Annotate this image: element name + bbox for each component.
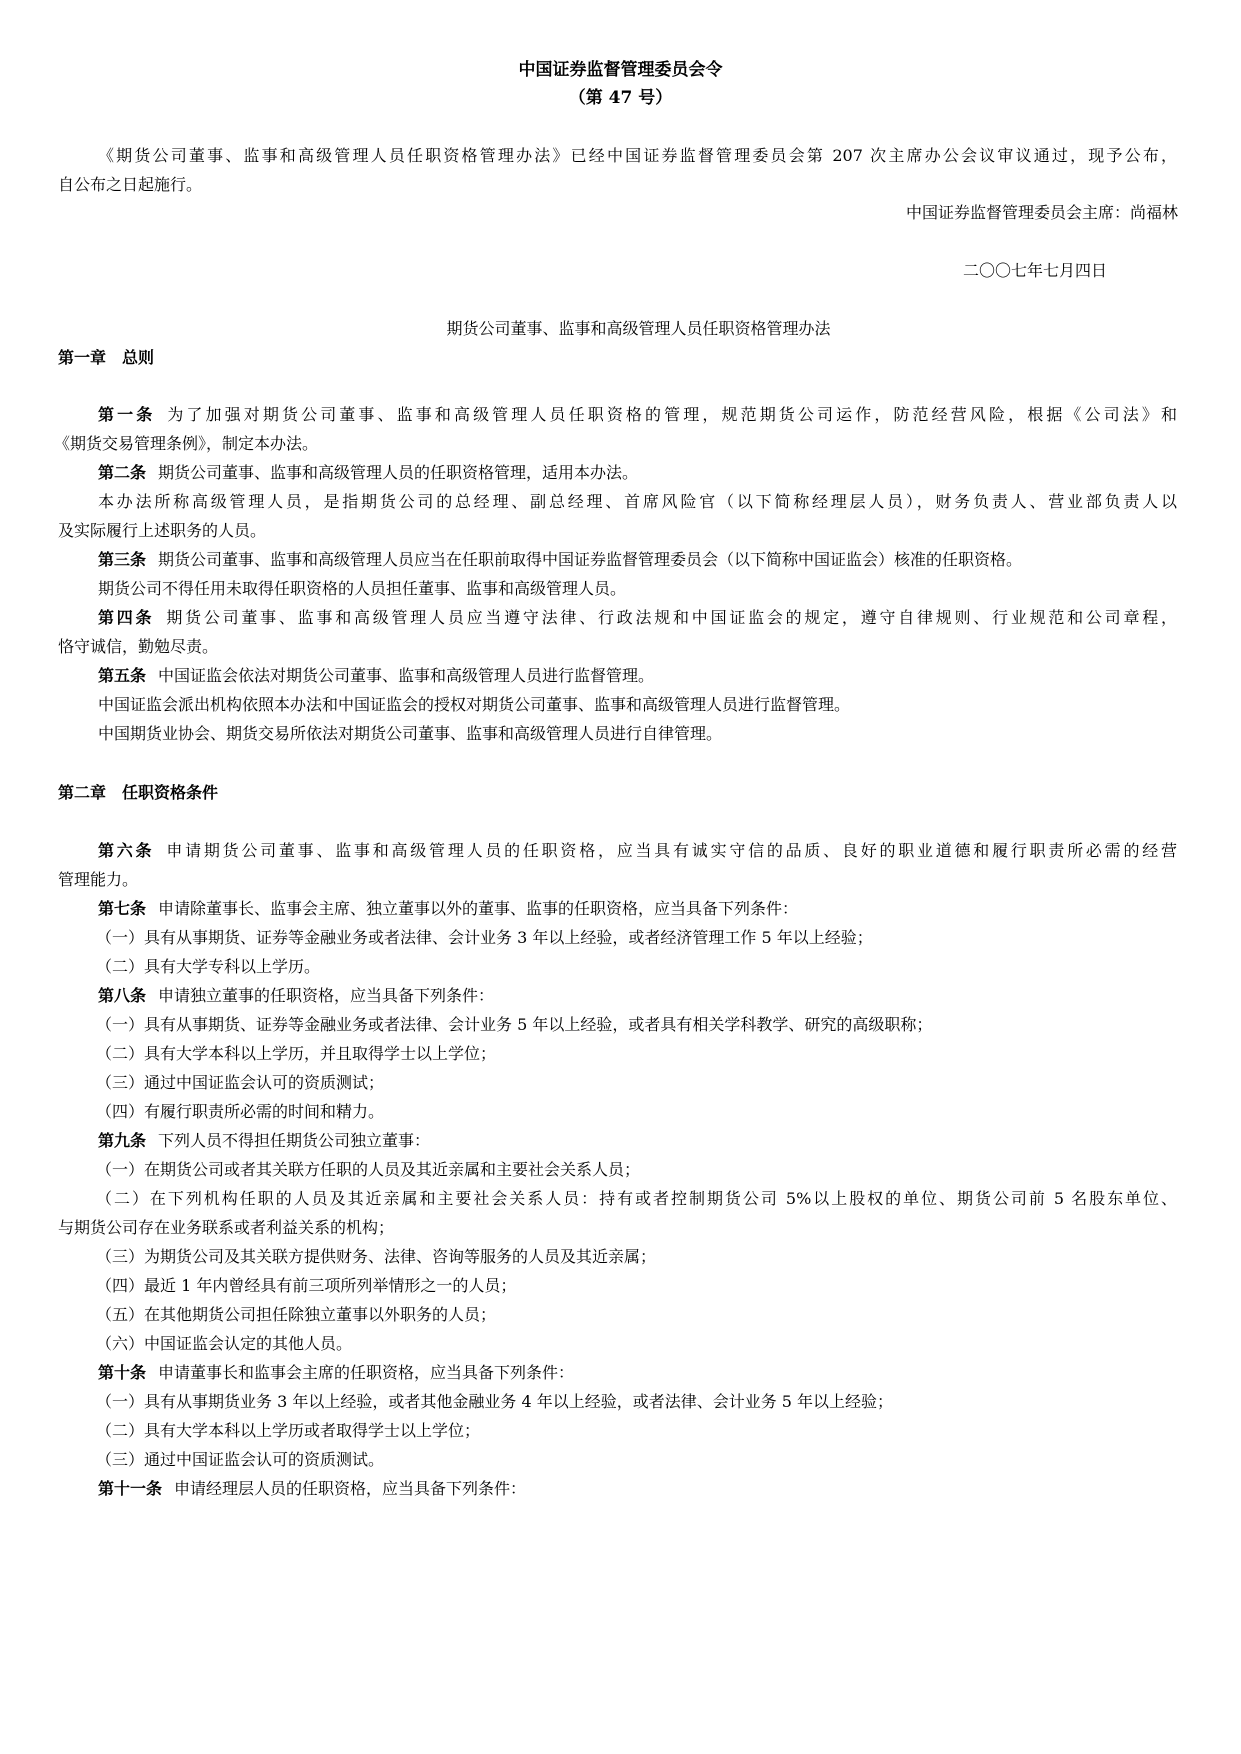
article-9-line-1 (98, 1131, 430, 1151)
article-10-line-1 (98, 1363, 574, 1383)
article-2-para-2-line-1: 本办法所称高级管理人员，是指期货公司的总经理、副总经理、首席风险官（以下简称经理层人员），财务负责人、营业部负责人以 (98, 492, 1177, 511)
article-6-label: 第六条 (98, 841, 155, 860)
order-title: 中国证券监督管理委员会令 (518, 60, 723, 80)
signature: 中国证券监督管理委员会主席：尚福林 (905, 203, 1178, 222)
chapter-2-heading: 第二章 任职资格条件 (58, 783, 219, 802)
article-4-label: 第四条 (98, 608, 155, 627)
article-10-label: 第十条 (98, 1363, 147, 1382)
article-5-para-2: 中国证监会派出机构依照本办法和中国证监会的授权对期货公司董事、监事和高级管理人员进行监督管理。 (98, 695, 851, 714)
article-5-label: 第五条 (98, 666, 147, 685)
article-10-item-3: （三）通过中国证监会认可的资质测试。 (96, 1450, 385, 1469)
article-5-para-3: 中国期货业协会、期货交易所依法对期货公司董事、监事和高级管理人员进行自律管理。 (98, 724, 723, 743)
article-3-text: 期货公司董事、监事和高级管理人员应当在任职前取得中国证券监督管理委员会（以下简称中国证监会）核准的任职资格。 (158, 550, 1023, 569)
article-2-para-2-line-2: 及实际履行上述职务的人员。 (58, 521, 267, 540)
article-8-item-4: （四）有履行职责所必需的时间和精力。 (96, 1102, 385, 1121)
article-7-line-1 (98, 899, 798, 919)
article-4-line-2: 恪守诚信，勤勉尽责。 (58, 637, 219, 656)
article-2-label: 第二条 (98, 463, 147, 482)
document-title: 期货公司董事、监事和高级管理人员任职资格管理办法 (446, 319, 831, 338)
article-10-text: 申请董事长和监事会主席的任职资格，应当具备下列条件： (158, 1363, 575, 1382)
article-11-line-1 (98, 1479, 526, 1499)
article-2-line-1 (98, 463, 638, 483)
article-9-item-4: （四）最近 1 年内曾经具有前三项所列举情形之一的人员； (96, 1276, 517, 1295)
article-8-line-1 (98, 986, 494, 1006)
chapter-1-heading: 第一章 总则 (58, 348, 155, 367)
article-8-item-3: （三）通过中国证监会认可的资质测试； (96, 1073, 385, 1092)
article-9-item-2-line-1: （二）在下列机构任职的人员及其近亲属和主要社会关系人员：持有或者控制期货公司 5%以上股权的单位、期货公司前 5 名股东单位、 (96, 1189, 1177, 1208)
article-9-item-2-line-2: 与期货公司存在业务联系或者利益关系的机构； (58, 1218, 395, 1237)
article-5-line-1 (98, 666, 654, 686)
article-9-item-1: （一）在期货公司或者其关联方任职的人员及其近亲属和主要社会关系人员； (96, 1160, 641, 1179)
article-1-line-2: 《期货交易管理条例》，制定本办法。 (54, 434, 319, 453)
article-2-text: 期货公司董事、监事和高级管理人员的任职资格管理，适用本办法。 (158, 463, 639, 482)
article-8-item-1: （一）具有从事期货、证券等金融业务或者法律、会计业务 5 年以上经验，或者具有相关学科教学、研究的高级职称； (96, 1015, 933, 1034)
article-4-text: 期货公司董事、监事和高级管理人员应当遵守法律、行政法规和中国证监会的规定，遵守自律规则、行业规范和公司章程， (166, 608, 1177, 627)
preamble-line-1: 《期货公司董事、监事和高级管理人员任职资格管理办法》已经中国证券监督管理委员会第 207 次主席办公会议审议通过，现予公布， (98, 146, 1177, 165)
article-4-line-1 (98, 608, 1177, 628)
article-9-item-6: （六）中国证监会认定的其他人员。 (96, 1334, 353, 1353)
article-8-text: 申请独立董事的任职资格，应当具备下列条件： (158, 986, 495, 1005)
article-5-text: 中国证监会依法对期货公司董事、监事和高级管理人员进行监督管理。 (158, 666, 655, 685)
article-3-para-2: 期货公司不得任用未取得任职资格的人员担任董事、监事和高级管理人员。 (98, 579, 627, 598)
article-1-text: 为了加强对期货公司董事、监事和高级管理人员任职资格的管理，规范期货公司运作，防范经营风险，根据《公司法》和 (167, 405, 1177, 424)
article-10-item-2: （二）具有大学本科以上学历或者取得学士以上学位； (96, 1421, 481, 1440)
article-7-item-2: （二）具有大学专科以上学历。 (96, 957, 321, 976)
order-number: （第 47 号） (568, 88, 673, 108)
article-9-label: 第九条 (98, 1131, 147, 1150)
article-1-line-1 (98, 405, 1177, 425)
article-6-text: 申请期货公司董事、监事和高级管理人员的任职资格，应当具有诚实守信的品质、良好的职业道德和履行职责所必需的经营 (166, 841, 1177, 860)
article-6-line-1 (98, 841, 1177, 861)
preamble-line-2: 自公布之日起施行。 (58, 175, 203, 194)
article-7-item-1: （一）具有从事期货、证券等金融业务或者法律、会计业务 3 年以上经验，或者经济管理工作 5 年以上经验； (96, 928, 873, 947)
date: 二〇〇七年七月四日 (962, 261, 1107, 280)
article-3-line-1 (98, 550, 1022, 570)
article-9-item-5: （五）在其他期货公司担任除独立董事以外职务的人员； (96, 1305, 497, 1324)
article-7-text: 申请除董事长、监事会主席、独立董事以外的董事、监事的任职资格，应当具备下列条件： (158, 899, 799, 918)
article-9-item-3: （三）为期货公司及其关联方提供财务、法律、咨询等服务的人员及其近亲属； (96, 1247, 657, 1266)
article-7-label: 第七条 (98, 899, 147, 918)
article-8-item-2: （二）具有大学本科以上学历，并且取得学士以上学位； (96, 1044, 497, 1063)
article-1-label: 第一条 (98, 405, 156, 424)
article-6-line-2: 管理能力。 (58, 870, 139, 889)
article-10-item-1: （一）具有从事期货业务 3 年以上经验，或者其他金融业务 4 年以上经验，或者法律、会计业务 5 年以上经验； (96, 1392, 894, 1411)
article-3-label: 第三条 (98, 550, 147, 569)
article-11-text: 申请经理层人员的任职资格，应当具备下列条件： (174, 1479, 527, 1498)
article-9-text: 下列人员不得担任期货公司独立董事： (158, 1131, 431, 1150)
article-8-label: 第八条 (98, 986, 147, 1005)
article-11-label: 第十一条 (98, 1479, 163, 1498)
